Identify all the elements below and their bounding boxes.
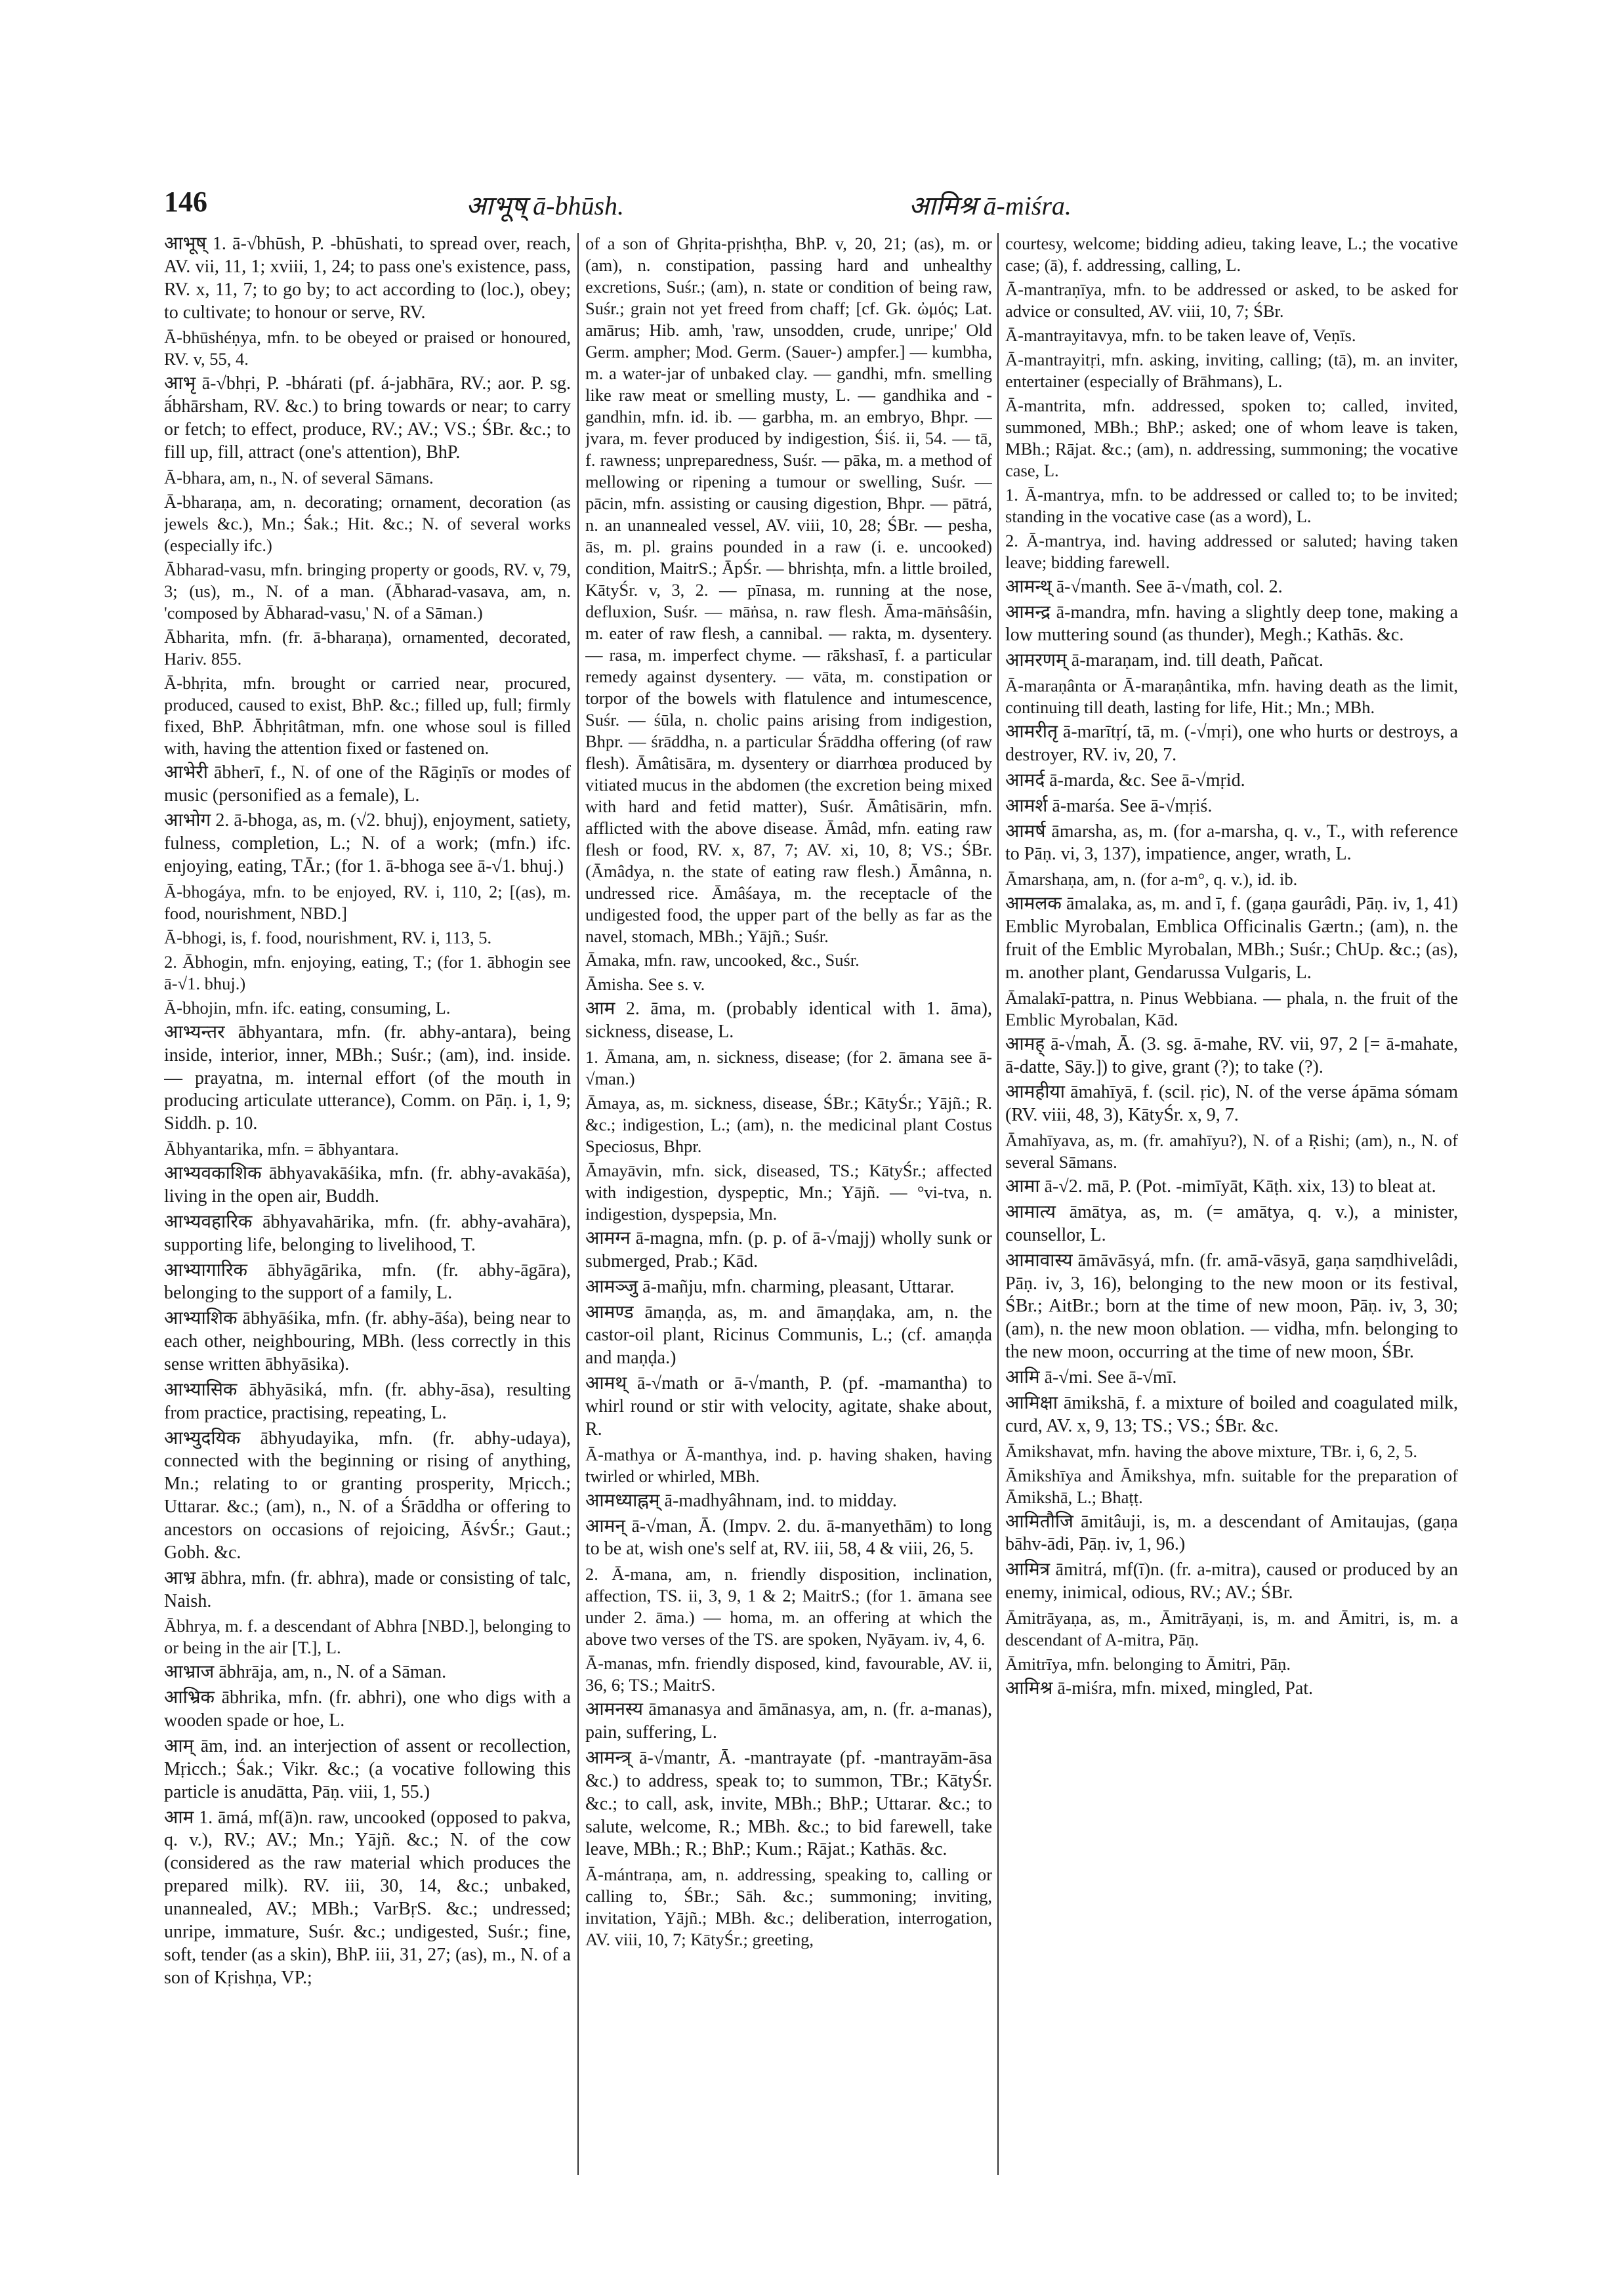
dictionary-entry: आभ्याशिक ābhyāśika, mfn. (fr. abhy-āśa), being near to each other, neighbouring, MBh. (less correctly in this sense written ābhyāsika). (164, 1308, 571, 1375)
dictionary-entry: आमरणम् ā-maraṇam, ind. till death, Pañcat. (1005, 650, 1323, 671)
dictionary-entry: Āmikshīya and Āmikshya, mfn. suitable for the preparation of Āmikshā, L.; Bhaṭṭ. (1005, 1465, 1458, 1507)
dictionary-entry: आमन्त्र् ā-√mantr, Ā. -mantrayate (pf. -mantrayām-āsa &c.) to address, speak to; to summon, TBr.; KātyŚr. &c.; to call, ask, invite, MBh.; BhP.; Uttarar. &c.; to salute, welcome, R.; MBh. &c.; to bid farewell, take leave, MBh.; R.; BhP.; Kum.; Rājat.; Kathās. &c. (585, 1747, 992, 1860)
dictionary-entry: आमित्र āmitrá, mf(ī)n. (fr. a-mitra), caused or produced by an enemy, inimical, odious, RV.; AV.; ŚBr. (1005, 1560, 1458, 1603)
dictionary-entry: Ā-mathya or Ā-manthya, ind. p. having shaken, having twirled or whirled, MBh. (585, 1444, 992, 1486)
column-divider (997, 233, 999, 2175)
dictionary-entry: आभ्यासिक ābhyāsiká, mfn. (fr. abhy-āsa), resulting from practice, practising, repeating, L. (164, 1379, 571, 1423)
dictionary-entry: आमि ā-√mi. See ā-√mī. (1005, 1367, 1177, 1388)
dictionary-entry: Āmisha. See s. v. (585, 974, 705, 995)
dictionary-entry: आभूष् 1. ā-√bhūsh, P. -bhūshati, to spread over, reach, AV. vii, 11, 1; xviii, 1, 24; to pass one's existence, pass, RV. x, 11, 7; to go by; to act according to (loc.), obey; to cultivate; to honour or serve, RV. (164, 234, 571, 323)
dictionary-entry: आमध्याह्नम् ā-madhyâhnam, ind. to midday. (585, 1490, 897, 1511)
column-divider (577, 233, 579, 2175)
dictionary-entry: Ā-maraṇânta or Ā-maraṇântika, mfn. having death as the limit, continuing till death, lasting for life, Hit.; Mn.; MBh. (1005, 676, 1458, 718)
dictionary-entry: आभ्यन्तर ābhyantara, mfn. (fr. abhy-antara), being inside, interior, inner, MBh.; Suśr.; (am), ind. inside. — prayatna, m. internal effort (of the mouth in producing articulate utterance), Comm. on Pāṇ. i, 1, 9; Siddh. p. 10. (164, 1022, 571, 1134)
column-1 (164, 233, 571, 2234)
dictionary-entry: Ā-mántraṇa, am, n. addressing, speaking to, calling or calling to, ŚBr.; Sāh. &c.; summoning; inviting, invitation, Yājñ.; MBh. &c.; deliberation, interrogation, AV. viii, 10, 7; KātyŚr.; greeting, (585, 1865, 992, 1950)
dictionary-entry: आमहीया āmahīyā, f. (scil. ṛic), N. of the verse ápāma sómam (RV. viii, 48, 3), KātyŚr. x, 9, 7. (1005, 1082, 1458, 1126)
column-3 (1005, 233, 1458, 2234)
dictionary-entry: Ā-bhogáya, mfn. to be enjoyed, RV. i, 110, 2; [(as), m. food, nourishment, NBD.] (164, 881, 571, 923)
dictionary-entry: 1. Ā-mantrya, mfn. to be addressed or called to; to be invited; standing in the vocative case (as a word), L. (1005, 484, 1458, 526)
dictionary-entry: Āmalakī-pattra, n. Pinus Webbiana. — phala, n. the fruit of the Emblic Myrobalan, Kād. (1005, 987, 1458, 1029)
column-2 (585, 233, 992, 2234)
dictionary-entry: आमिक्षा āmikshā, f. a mixture of boiled and coagulated milk, curd, AV. x, 9, 13; TS.; VS.; ŚBr. &c. (1005, 1392, 1458, 1436)
dictionary-entry: आमग्न ā-magna, mfn. (p. p. of ā-√majj) wholly sunk or submerged, Prab.; Kād. (585, 1228, 992, 1272)
dictionary-entry: आभृ ā-√bhṛi, P. -bhárati (pf. á-jabhāra, RV.; aor. P. sg. ā́bhārsham, RV. &c.) to bring towards or near; to carry or fetch; to effect, produce, RV.; AV.; VS.; ŚBr. &c.; to fill up, fill, attract (one's attention), BhP. (164, 373, 571, 463)
dictionary-entry: 2. Ābhogin, mfn. enjoying, eating, T.; (for 1. ābhogin see ā-√1. bhuj.) (164, 951, 571, 993)
dictionary-entry: आमलक āmalaka, as, m. and ī, f. (gaṇa gaurâdi, Pāṇ. iv, 1, 41) Emblic Myrobalan, Emblica Officinalis Gærtn.; (am), n. the fruit of the Emblic Myrobalan, MBh.; Suśr.; ChUp. &c.; (as), m. another plant, Gendarussa Vulgaris, L. (1005, 894, 1458, 983)
dictionary-entry: Āmitrāyaṇa, as, m., Āmitrāyaṇi, is, m. and Āmitri, is, m. a descendant of A-mitra, Pāṇ. (1005, 1607, 1458, 1649)
dictionary-entry: आमण्ड āmaṇḍa, as, m. and āmaṇḍaka, am, n. the castor-oil plant, Ricinus Communis, L.; (cf. amaṇḍa and maṇḍa.) (585, 1302, 992, 1369)
dictionary-entry: आभ्राज ābhrāja, am, n., N. of a Sāman. (164, 1662, 447, 1683)
dictionary-entry: आभेरी ābherī, f., N. of one of the Rāgiṇīs or modes of music (personified as a female), L. (164, 762, 571, 806)
dictionary-entry: Ā-mantraṇīya, mfn. to be addressed or asked, to be asked for advice or consulted, AV. viii, 10, 7; ŚBr. (1005, 279, 1458, 321)
dictionary-entry: Ā-manas, mfn. friendly disposed, kind, favourable, AV. ii, 36, 6; TS.; MaitrS. (585, 1653, 992, 1695)
dictionary-entry: Āmaya, as, m. sickness, disease, ŚBr.; KātyŚr.; Yājñ.; R. &c.; indigestion, L.; (am), n. the medicinal plant Costus Speciosus, Bhpr. (585, 1093, 992, 1157)
dictionary-entry: Ā-mantrita, mfn. addressed, spoken to; called, invited, summoned, MBh.; BhP.; asked; one of whom leave is taken, MBh.; Rājat. &c.; (am), n. addressing, summoning; the vocative case, L. (1005, 395, 1458, 480)
dictionary-entry: आमन्थ् ā-√manth. See ā-√math, col. 2. (1005, 576, 1283, 597)
right-running-headword: आमिश्र ā-miśra. (909, 191, 1072, 220)
dictionary-entry: आम् ām, ind. an interjection of assent or recollection, Mṛicch.; Śak.; Vikr. &c.; (a vocative following this particle is anudātta, Pāṇ. viii, 1, 55.) (164, 1736, 571, 1802)
dictionary-entry: आमनस्य āmanasya and āmānasya, am, n. (fr. a-manas), pain, suffering, L. (585, 1699, 992, 1743)
dictionary-entry: Ābharita, mfn. (fr. ā-bharaṇa), ornamented, decorated, Hariv. 855. (164, 627, 571, 669)
dictionary-entry: Āmahīyava, as, m. (fr. amahīyu?), N. of a Ṛishi; (am), n., N. of several Sāmans. (1005, 1130, 1458, 1172)
dictionary-entry: आमन्द्र ā-mandra, mfn. having a slightly deep tone, making a low muttering sound (as thunder), Megh.; Kathās. &c. (1005, 602, 1458, 646)
dictionary-entry: Ā-mantrayitṛi, mfn. asking, inviting, calling; (tā), m. an inviter, entertainer (especially of Brāhmans), L. (1005, 349, 1458, 391)
dictionary-entry: Ā-bharaṇa, am, n. decorating; ornament, decoration (as jewels &c.), Mn.; Śak.; Hit. &c.; N. of several works (especially ifc.) (164, 491, 571, 555)
dictionary-entry: आभ्यागारिक ābhyāgārika, mfn. (fr. abhy-āgāra), belonging to the support of a family, L. (164, 1260, 571, 1304)
dictionary-entry: आमर्द ā-marda, &c. See ā-√mṛid. (1005, 770, 1245, 791)
dictionary-entry: आभोग 2. ā-bhoga, as, m. (√2. bhuj), enjoyment, satiety, fulness, completion, L.; N. of a work; (mfn.) ifc. enjoying, eating, TĀr.; (for 1. ā-bhoga see ā-√1. bhuj.) (164, 810, 571, 877)
dictionary-entry: आमा ā-√2. mā, P. (Pot. -mimīyāt, Kāṭh. xix, 13) to bleat at. (1005, 1176, 1436, 1197)
dictionary-entry: 2. Ā-mana, am, n. friendly disposition, inclination, affection, TS. ii, 3, 9, 1 & 2; MaitrS.; (for 1. āmana see under 2. āma.) — homa, m. an offering at which the above two verses of the TS. are spoken, Nyāyam. iv, 4, 6. (585, 1564, 992, 1649)
dictionary-entry: आभ्यवकाशिक ābhyavakāśika, mfn. (fr. abhy-avakāśa), living in the open air, Buddh. (164, 1163, 571, 1207)
dictionary-entry: आमर्श ā-marśa. See ā-√mṛiś. (1005, 795, 1213, 816)
dictionary-entry: Ā-bhogi, is, f. food, nourishment, RV. i, 113, 5. (164, 927, 492, 947)
page-number: 146 (164, 186, 207, 218)
dictionary-entry: आमितौजि āmitâuji, is, m. a descendant of Amitaujas, (gaṇa bāhv-ādi, Pāṇ. iv, 1, 96.) (1005, 1511, 1458, 1555)
dictionary-entry: Ā-bhūshéṇya, mfn. to be obeyed or praised or honoured, RV. v, 55, 4. (164, 327, 571, 369)
dictionary-entry: Āmaka, mfn. raw, uncooked, &c., Suśr. (585, 950, 860, 970)
dictionary-entry: Āmikshavat, mfn. having the above mixture, TBr. i, 6, 2, 5. (1005, 1441, 1418, 1461)
dictionary-entry: आभ्यवहारिक ābhyavahārika, mfn. (fr. abhy-avahāra), supporting life, belonging to livelihood, T. (164, 1211, 571, 1255)
dictionary-entry: Āmayāvin, mfn. sick, diseased, TS.; KātyŚr.; affected with indigestion, dyspeptic, Mn.; Yājñ. — °vi-tva, n. indigestion, dyspepsia, Mn. (585, 1161, 992, 1224)
dictionary-entry: 1. Āmana, am, n. sickness, disease; (for 2. āmana see ā-√man.) (585, 1047, 992, 1089)
dictionary-entry: Āmarshaṇa, am, n. (for a-m°, q. v.), id. ib. (1005, 869, 1298, 890)
dictionary-entry: 2. Ā-mantrya, ind. having addressed or saluted; having taken leave; bidding farewell. (1005, 530, 1458, 572)
dictionary-entry: आमरीतृ ā-marītṛí, tā, m. (-√mṛi), one who hurts or destroys, a destroyer, RV. iv, 20, 7. (1005, 722, 1458, 766)
dictionary-entry: आमह् ā-√mah, Ā. (3. sg. ā-mahe, RV. vii, 97, 2 [= ā-mahate, ā-datte, Sāy.]) to give, grant (?); to take (?). (1005, 1033, 1458, 1077)
dictionary-entry: आमावास्य āmāvāsyá, mfn. (fr. amā-vāsyā, gaṇa saṃdhivelâdi, Pāṇ. iv, 3, 16), belonging to the new moon or its festival, ŚBr.; AitBr.; born at the time of new moon, Pāṇ. iv, 3, 30; (am), n. the new moon oblation. — vidha, mfn. belonging to the new moon, occurring at the time of new moon, ŚBr. (1005, 1250, 1458, 1363)
dictionary-entry: Ābhrya, m. f. a descendant of Abhra [NBD.], belonging to or being in the air [T.], L. (164, 1616, 571, 1658)
dictionary-entry: आम 2. āma, m. (probably identical with 1. āma), sickness, disease, L. (585, 999, 992, 1043)
dictionary-entry: आमिश्र ā-miśra, mfn. mixed, mingled, Pat. (1005, 1678, 1314, 1699)
dictionary-entry: आमर्ष āmarsha, as, m. (for a-marsha, q. v., T., with reference to Pāṇ. vi, 3, 137), impatience, anger, wrath, L. (1005, 821, 1458, 865)
dictionary-entry: Ā-mantrayitavya, mfn. to be taken leave of, Veṇīs. (1005, 325, 1356, 345)
dictionary-entry: Āmitrīya, mfn. belonging to Āmitri, Pāṇ. (1005, 1653, 1291, 1674)
dictionary-entry: Ā-bhṛita, mfn. brought or carried near, procured, produced, caused to exist, BhP. &c.; filled up, full; firmly fixed, BhP. Ābhṛitâtman, mfn. one whose soul is filled with, having the attention fixed or fastened on. (164, 672, 571, 758)
dictionary-entry: Ābhyantarika, mfn. = ābhyantara. (164, 1139, 399, 1159)
dictionary-entry: आमञ्जु ā-mañju, mfn. charming, pleasant, Uttarar. (585, 1276, 955, 1297)
dictionary-entry: Ābharad-vasu, mfn. bringing property or goods, RV. v, 79, 3; (us), m., N. of a man. (Ābharad-vasava, am, n. 'composed by Ābharad-vasu,' N. of a Sāman.) (164, 559, 571, 623)
dictionary-entry: आमथ् ā-√math or ā-√manth, P. (pf. -mamantha) to whirl round or stir with velocity, agitate, shake about, R. (585, 1373, 992, 1439)
dictionary-entry: Ā-bhojin, mfn. ifc. eating, consuming, L. (164, 997, 451, 1018)
dictionary-entry: courtesy, welcome; bidding adieu, taking leave, L.; the vocative case; (ā), f. addressing, calling, L. (1005, 234, 1458, 275)
dictionary-entry: आभ्रिक ābhrika, mfn. (fr. abhri), one who digs with a wooden spade or hoe, L. (164, 1687, 571, 1731)
dictionary-entry: आभ्र ābhra, mfn. (fr. abhra), made or consisting of talc, Naish. (164, 1567, 571, 1611)
dictionary-entry: Ā-bhara, am, n., N. of several Sāmans. (164, 467, 434, 487)
dictionary-entry: आम 1. āmá, mf(ā)n. raw, uncooked (opposed to pakva, q. v.), RV.; AV.; Mn.; Yājñ. &c.; N. of the cow (considered as the raw material which produces the prepared milk). RV. iii, 30, 14, &c.; unbaked, unannealed, AV.; MBh.; VarBṛS. &c.; undressed; unripe, immature, Suśr. &c.; undigested, Suśr.; fine, soft, tender (as a skin), BhP. iii, 31, 27; (as), m., N. of a son of Kṛishṇa, VP.; (164, 1807, 571, 1988)
running-head (164, 185, 1476, 231)
dictionary-entry: आभ्युदयिक ābhyudayika, mfn. (fr. abhy-udaya), connected with the beginning or rising of anything, Mn.; relating to or granting prosperity, Mṛicch.; Uttarar. &c.; (am), n., N. of a Śrāddha or offering to ancestors on occasions of rejoicing, ĀśvŚr.; Gaut.; Gobh. &c. (164, 1428, 571, 1563)
dictionary-entry: आमात्य āmātya, as, m. (= amātya, q. v.), a minister, counsellor, L. (1005, 1201, 1458, 1245)
left-running-headword: आभूष् ā-bhūsh. (466, 191, 625, 220)
dictionary-entry: आमन् ā-√man, Ā. (Impv. 2. du. ā-manyethām) to long to be at, wish one's self at, RV. iii, 58, 4 & viii, 26, 5. (585, 1516, 992, 1560)
dictionary-entry: of a son of Ghṛita-pṛishṭha, BhP. v, 20, 21; (as), m. or (am), n. constipation, passing hard and unhealthy excretions, Suśr.; (am), n. state or condition of being raw, Suśr.; grain not yet freed from chaff; [cf. Gk. ὠμός; Lat. amārus; Hib. amh, 'raw, unsodden, crude, unripe;' Old Germ. ampher; Mod. Germ. (Sauer-) ampfer.] — kumbha, m. a water-jar of unbaked clay. — gandhi, mfn. smelling like raw meat or smelling musty, L. — gandhika and -gandhin, mfn. id. ib. — garbha, m. an embryo, Bhpr. — jvara, m. fever produced by indigestion, Śiś. ii, 54. — tā, f. rawness; unpreparedness, Suśr. — pāka, m. a method of mellowing or ripening a tumour or swelling, Suśr. — pācin, mfn. assisting or causing digestion, Bhpr. — pātrá, n. an unannealed vessel, AV. viii, 10, 28; ŚBr. — pesha, ās, m. pl. grains pounded in a raw (i. e. uncooked) condition, MaitrS.; ĀpŚr. — bhrishṭa, mfn. a little broiled, KātyŚr. v, 3, 2. — pīnasa, m. running at the nose, defluxion, Suśr. — māṅsa, n. raw flesh. Āma-māṅsâśin, m. eater of raw flesh, a cannibal. — rakta, m. dysentery. — rasa, m. imperfect chyme. — rākshasī, f. a particular remedy against dysentery. — vāta, m. constipation or torpor of the bowels with flatulence and intumescence, Suśr. — śūla, n. cholic pains arising from indigestion, Bhpr. — śrāddha, n. a particular Śrāddha offering (of raw flesh). Āmâtisāra, m. dysentery or diarrhœa produced by vitiated mucus in the abdomen (the excretion being mixed with hard and fetid matter), Suśr. Āmâtisārin, mfn. afflicted with the above disease. Āmâd, mfn. eating raw flesh or food, RV. x, 87, 7; AV. xi, 10, 8; VS.; ŚBr. (Āmâdya, n. the state of eating raw flesh.) Āmânna, n. undressed rice. Āmâśaya, m. the receptacle of the undigested food, the upper part of the belly as far as the navel, stomach, MBh.; Yājñ.; Suśr. (585, 234, 992, 946)
